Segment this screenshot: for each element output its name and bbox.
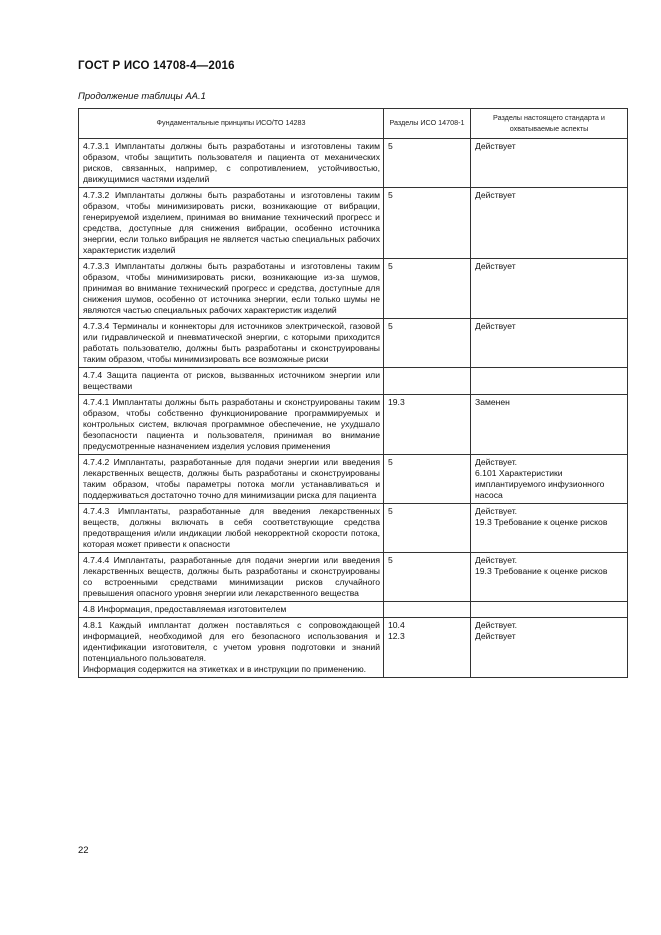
table-row [79,319,628,368]
standard-aspect-cell: Действует [471,259,628,319]
standard-aspect-cell: Действует. Действует [471,618,628,678]
standard-aspect-cell: Заменен [471,395,628,455]
iso-section-cell [384,368,471,395]
principle-cell: 4.7.3.1 Имплантаты должны быть разработаны и изготовлены таким образом, чтобы защитить пользователя и пациента от механических рисков, связанных, например, с сопротивлением, устойчивостью, движущимися частями изделий [79,139,384,188]
iso-section-cell: 5 [384,455,471,504]
standard-aspect-cell: Действует. 19.3 Требование к оценке рисков [471,553,628,602]
iso-section-cell: 5 [384,553,471,602]
standard-aspect-cell: Действует. 19.3 Требование к оценке рисков [471,504,628,553]
table-row [79,504,628,553]
table-header-row [79,109,628,139]
principle-cell: 4.7.4.4 Имплантаты, разработанные для подачи энергии или введения лекарственных веществ, должны быть разработаны и сконструированы со встроенными средствами минимизации рисков случайного превышения опасного уровня энергии или лекарственного вещества [79,553,384,602]
standard-aspect-cell [471,368,628,395]
standard-aspect-cell: Действует [471,139,628,188]
table-row [79,455,628,504]
standard-aspect-cell: Действует [471,188,628,259]
standard-aspect-cell [471,602,628,618]
table-body [79,139,628,678]
table-row [79,618,628,678]
iso-section-cell: 5 [384,139,471,188]
table-row [79,602,628,618]
standard-code: ГОСТ Р ИСО 14708-4—2016 [78,60,235,72]
principle-cell: 4.7.4 Защита пациента от рисков, вызванных источником энергии или веществами [79,368,384,395]
table-row [79,259,628,319]
iso-section-cell: 5 [384,188,471,259]
principle-cell: 4.7.4.3 Имплантаты, разработанные для введения лекарственных веществ, должны включать в себя соответствующие средства предотвращения и/или индикации любой некорректной скорости потока, которая может привести к опасности [79,504,384,553]
iso-section-cell: 10.4 12.3 [384,618,471,678]
table-row [79,368,628,395]
page-number: 22 [78,845,89,856]
iso-section-cell: 5 [384,259,471,319]
column-header-iso-sections: Разделы ИСО 14708-1 [384,109,471,139]
column-header-standard-sections: Разделы настоящего стандарта и охватываемые аспекты [471,109,628,139]
principle-cell: 4.8.1 Каждый имплантат должен поставляться с сопровождающей информацией, необходимой для его безопасного использования и идентификации изготовителя, с учетом уровня подготовки и знаний потенциального пользователя. Информация содержится на этикетках и в инструкции по применению. [79,618,384,678]
table-caption: Продолжение таблицы АА.1 [78,91,206,102]
principle-cell: 4.7.3.3 Имплантаты должны быть разработаны и изготовлены таким образом, чтобы минимизировать риски, возникающие из-за шумов, принимая во внимание технический прогресс и средства, доступные для снижения шумов, особенно от источника энергии, если только шумы не являются частью специальных рабочих характеристик изделий [79,259,384,319]
table-row [79,395,628,455]
standard-aspect-cell: Действует [471,319,628,368]
correspondence-table [78,108,628,678]
table-row [79,553,628,602]
principle-cell: 4.8 Информация, предоставляемая изготовителем [79,602,384,618]
iso-section-cell [384,602,471,618]
principle-cell: 4.7.4.1 Имплантаты должны быть разработаны и сконструированы таким образом, чтобы собственно функционирование программируемых и контрольных систем, включая программное обеспечение, не ухудшало безопасности пациента и пользователя, принимая во внимание предусмотренные назначением изделия условия применения [79,395,384,455]
iso-section-cell: 5 [384,319,471,368]
column-header-principles: Фундаментальные принципы ИСО/ТО 14283 [79,109,384,139]
iso-section-cell: 19.3 [384,395,471,455]
principle-cell: 4.7.4.2 Имплантаты, разработанные для подачи энергии или введения лекарственных веществ, должны быть разработаны и сконструированы таким образом, чтобы параметры потока могли устанавливаться и поддерживаться достаточно точно для минимизации риска для пациента [79,455,384,504]
table-row [79,188,628,259]
standard-aspect-cell: Действует. 6.101 Характеристики имплантируемого инфузионного насоса [471,455,628,504]
principle-cell: 4.7.3.4 Терминалы и коннекторы для источников электрической, газовой или гидравлической и пневматической энергии, с которыми приходится работать пользователю, должны быть разработаны и сконструированы таким образом, чтобы минимизировать все возможные риски [79,319,384,368]
principle-cell: 4.7.3.2 Имплантаты должны быть разработаны и изготовлены таким образом, чтобы минимизировать риски, возникающие от вибрации, генерируемой изделием, принимая во внимание технический прогресс и средства, доступные для снижения вибрации, особенно источника энергии, если только вибрация не является частью специальных рабочих характеристик изделий [79,188,384,259]
table-row [79,139,628,188]
iso-section-cell: 5 [384,504,471,553]
